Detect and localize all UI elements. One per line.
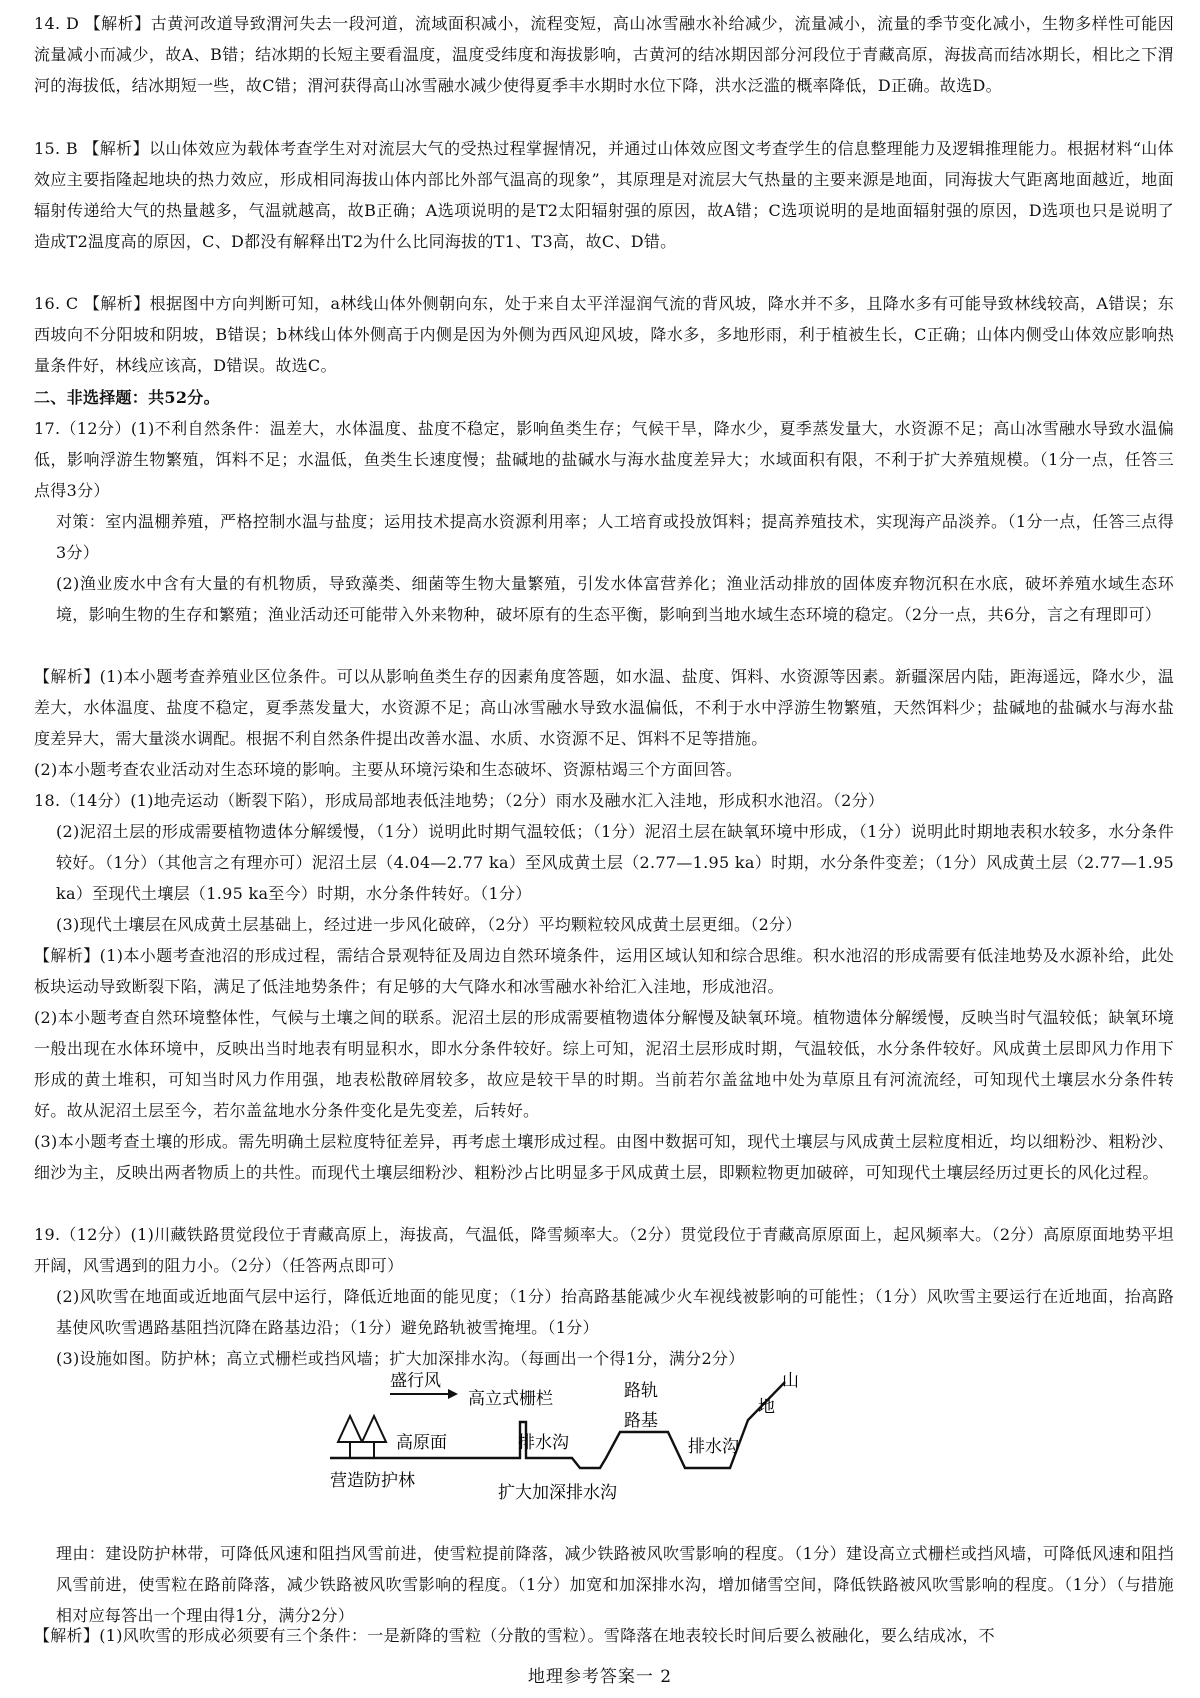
q18-part3: (3)现代土壤层在风成黄土层基础上，经过进一步风化破碎，（2分）平均颗粒较风成黄土层更细。（2分） [56, 915, 802, 934]
label-forest: 营造防护林 [330, 1471, 415, 1491]
q19-part2: (2)风吹雪在地面或近地面气层中运行，降低近地面的能见度；（1分）抬高路基能减少火车视线被影响的可能性；（1分）风吹雪主要运行在近地面，抬高路基使风吹雪遇路基阻挡沉降在路基边沿；（1分）避免路轨被雪掩埋。（1分） [56, 1287, 1174, 1337]
label-mountain-2: 地 [758, 1397, 775, 1417]
label-roadbed: 路基 [624, 1411, 658, 1431]
q18-part2: (2)泥沼土层的形成需要植物遗体分解缓慢，（1分）说明此时期气温较低；（1分）泥沼土层在缺氧环境中形成，（1分）说明此时期地表积水较多，水分条件较好。（1分）（其他言之有理亦可）泥沼土层（4.04—2.77 ka）至风成黄土层（2.77—1.95 ka）时期，水分条件变差；（1分）风成黄土层（2.77—1.95 ka）至现代土壤层（1.95 ka至今）时期，水分条件转好。（1分） [56, 822, 1174, 903]
q17-analysis-1: 【解析】(1)本小题考查养殖业区位条件。可以从影响鱼类生存的因素角度答题，如水温、盐度、饵料、水资源等因素。新疆深居内陆，距海遥远，降水少，温差大，水体温度、盐度不稳定，夏季蒸发量大，水资源不足；高山冰雪融水导致水温偏低，不利于水中浮游生物繁殖，天然饵料少；盐碱地的盐碱水与海水盐度差异大，需大量淡水调配。根据不利自然条件提出改善水温、水质、水资源不足、饵料不足等措施。 [34, 667, 1174, 748]
q17-analysis-2: (2)本小题考查农业活动对生态环境的影响。主要从环境污染和生态破坏、资源枯竭三个方面回答。 [34, 760, 743, 779]
q19-reasons: 理由：建设防护林带，可降低风速和阻挡风雪前进，使雪粒提前降落，减少铁路被风吹雪影响的程度。（1分）建设高立式栅栏或挡风墙，可降低风速和阻挡风雪前进，使雪粒在路前降落，减少铁路被风吹雪影响的程度。（1分）加宽和加深排水沟，增加储雪空间，降低铁路被风吹雪影响的程度。（1分）（与措施相对应每答出一个理由得1分，满分2分） [56, 1544, 1174, 1625]
q14-answer: 14. D 【解析】古黄河改道导致渭河失去一段河道，流域面积减小，流程变短，高山冰雪融水补给减少，流量减小，流量的季节变化减小，生物多样性可能因流量减小而减少，故A、B错；结冰期的长短主要看温度，温度受纬度和海拔影响，古黄河的结冰期因部分河段位于青藏高原，海拔高而结冰期长，相比之下渭河的海拔低，结冰期短一些，故C错；渭河获得高山冰雪融水减少使得夏季丰水期时水位下降，洪水泛滥的概率降低，D正确。故选D。 [34, 14, 1174, 95]
q17-part1: 17.（12分）(1)不利自然条件：温差大，水体温度、盐度不稳定，影响鱼类生存；气候干旱，降水少，夏季蒸发量大，水资源不足；高山冰雪融水导致水温偏低，影响浮游生物繁殖，饵料不足；水温低，鱼类生长速度慢；盐碱地的盐碱水与海水盐度差异大；水域面积有限，不利于扩大养殖规模。（1分一点，任答三点得3分） [34, 419, 1174, 500]
label-rail: 路轨 [624, 1381, 658, 1401]
page-footer: 地理参考答案一 2 [527, 1667, 673, 1687]
label-ditch-2: 排水沟 [688, 1437, 739, 1457]
snow-protection-diagram [330, 1372, 850, 1538]
label-ditch-1: 排水沟 [518, 1433, 569, 1453]
q18-analysis-3: (3)本小题考查土壤的形成。需先明确土层粒度特征差异，再考虑土壤形成过程。由图中数据可知，现代土壤层与风成黄土层粒度相近，均以细粉沙、粗粉沙、细沙为主，反映出两者物质上的共性。而现代土壤层细粉沙、粗粉沙占比明显多于风成黄土层，即颗粒物更加破碎，可知现代土壤层经历过更长的风化过程。 [34, 1132, 1174, 1182]
q15-answer: 15. B 【解析】以山体效应为载体考查学生对对流层大气的受热过程掌握情况，并通过山体效应图文考查学生的信息整理能力及逻辑推理能力。根据材料“山体效应主要指隆起地块的热力效应，形成相同海拔山体内部比外部气温高的现象”，其原理是对流层大气热量的主要来源是地面，同海拔大气距离地面越近，地面辐射传递给大气的热量越多，气温就越高，故B正确；A选项说明的是T2太阳辐射强的原因，故A错；C选项说明的是地面辐射强的原因，D选项也只是说明了造成T2温度高的原因，C、D都没有解释出T2为什么比同海拔的T1、T3高，故C、D错。 [34, 139, 1174, 251]
q18-analysis-2: (2)本小题考查自然环境整体性，气候与土壤之间的联系。泥沼土层的形成需要植物遗体分解慢及缺氧环境。植物遗体分解缓慢，反映当时气温较低；缺氧环境一般出现在水体环境中，反映出当时地表有明显积水，即水分条件较好。综上可知，泥沼土层形成时期，气温较低，水分条件较好。风成黄土层即风力作用下形成的黄土堆积，可知当时风力作用强，地表松散碎屑较多，故应是较干旱的时期。当前若尔盖盆地中处为草原且有河流流经，可知现代土壤层水分条件转好。故从泥沼土层至今，若尔盖盆地水分条件变化是先变差，后转好。 [34, 1008, 1174, 1120]
q18-part1: 18.（14分）(1)地壳运动（断裂下陷），形成局部地表低洼地势；（2分）雨水及融水汇入洼地，形成积水池沼。（2分） [34, 791, 885, 810]
q18-analysis-1: 【解析】(1)本小题考查池沼的形成过程，需结合景观特征及周边自然环境条件，运用区域认知和综合思维。积水池沼的形成需要有低洼地势及水源补给，此处板块运动导致断裂下陷，满足了低洼地势条件；有足够的大气降水和冰雪融水补给汇入洼地，形成池沼。 [34, 946, 1174, 996]
label-mountain-1: 山 [782, 1372, 799, 1391]
label-plateau: 高原面 [396, 1433, 447, 1453]
q19-analysis-1: 【解析】(1)风吹雪的形成必须要有三个条件：一是新降的雪粒（分散的雪粒）。雪降落在地表较长时间后要么被融化，要么结成冰，不 [34, 1626, 995, 1645]
label-expand: 扩大加深排水沟 [498, 1483, 617, 1503]
section-title: 二、非选择题：共52分。 [34, 388, 220, 407]
q19-part3: (3)设施如图。防护林；高立式栅栏或挡风墙；扩大加深排水沟。（每画出一个得1分，满分2分） [56, 1349, 745, 1368]
q19-part1: 19.（12分）(1)川藏铁路贯觉段位于青藏高原上，海拔高，气温低，降雪频率大。（2分）贯觉段位于青藏高原原面上，起风频率大。（2分）高原原面地势平坦开阔，风雪遇到的阻力小。（2分）（任答两点即可） [34, 1225, 1174, 1275]
q17-part2: (2)渔业废水中含有大量的有机物质，导致藻类、细菌等生物大量繁殖，引发水体富营养化；渔业活动排放的固体废弃物沉积在水底，破坏养殖水域生态环境，影响生物的生存和繁殖；渔业活动还可能带入外来物种，破坏原有的生态平衡，影响到当地水域生态环境的稳定。（2分一点，共6分，言之有理即可） [56, 574, 1174, 624]
forest-icon [338, 1416, 386, 1458]
label-fence: 高立式栅栏 [468, 1389, 553, 1409]
q16-answer: 16. C 【解析】根据图中方向判断可知，a林线山体外侧朝向东，处于来自太平洋湿润气流的背风坡，降水并不多，且降水多有可能导致林线较高，A错误；东西坡向不分阳坡和阴坡，B错误；b林线山体外侧高于内侧是因为外侧为西风迎风坡，降水多，多地形雨，利于植被生长，C正确；山体内侧受山体效应影响热量条件好，林线应该高，D错误。故选C。 [34, 294, 1174, 375]
label-wind: 盛行风 [390, 1372, 441, 1391]
q17-strategy: 对策：室内温棚养殖，严格控制水温与盐度；运用技术提高水资源利用率；人工培育或投放饵料；提高养殖技术，实现海产品淡养。（1分一点，任答三点得3分） [56, 512, 1174, 562]
